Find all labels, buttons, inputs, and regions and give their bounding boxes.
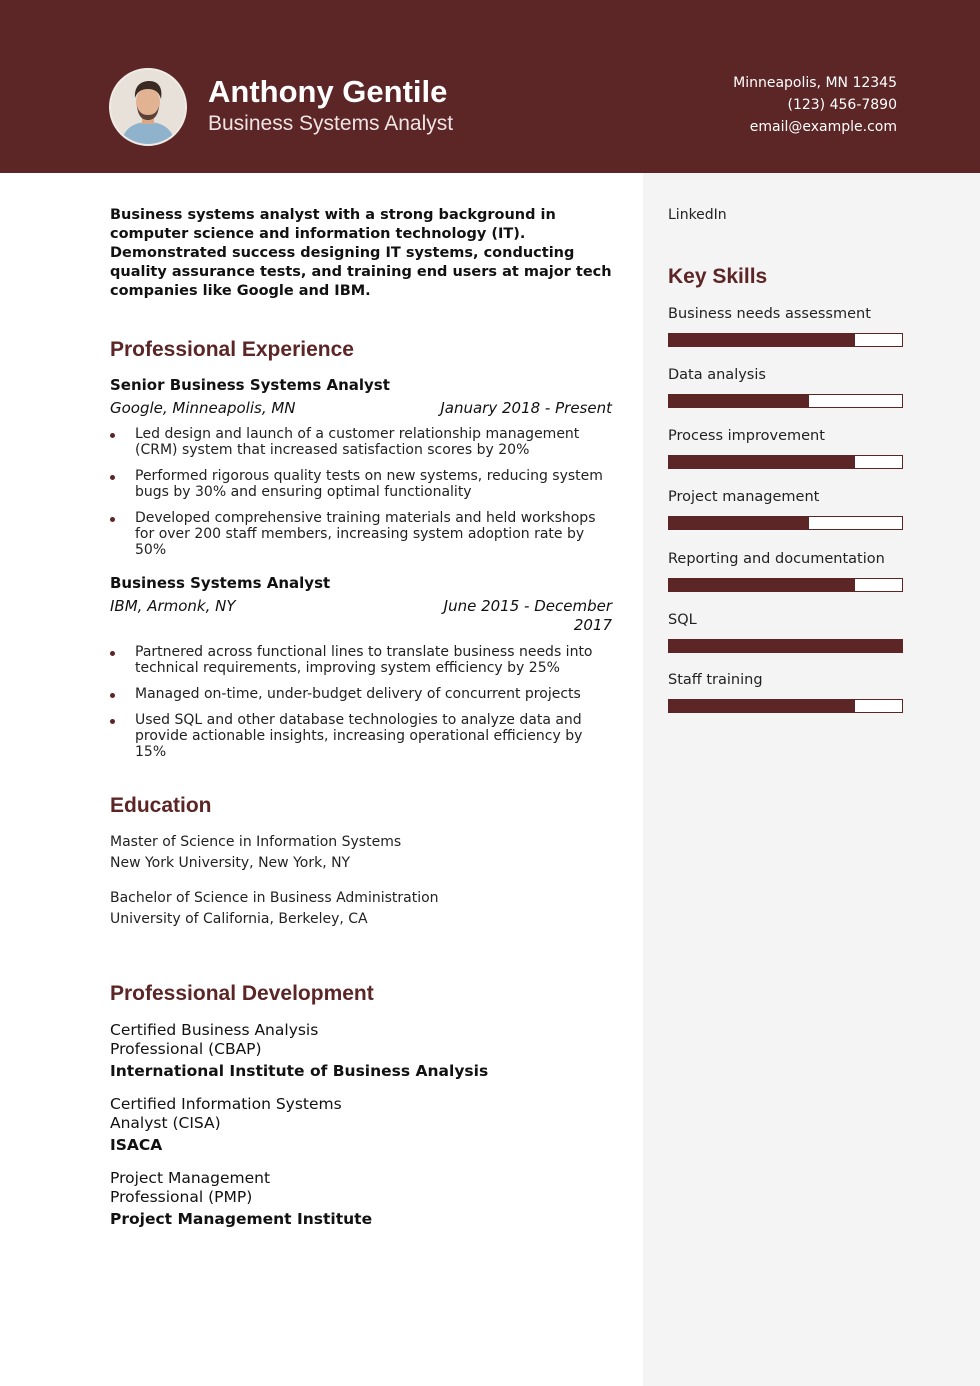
skill-name: SQL	[668, 612, 697, 628]
contact-block	[733, 72, 897, 138]
certification-org: International Institute of Business Analysis	[110, 1062, 489, 1080]
skill-name: Staff training	[668, 672, 763, 688]
contact-location: Minneapolis, MN 12345	[733, 75, 897, 91]
certification-name: Certified Business Analysis Professional (CBAP)	[110, 1021, 319, 1058]
job-company: IBM, Armonk, NY	[110, 597, 236, 615]
job-bullets	[110, 644, 612, 760]
job-title: Senior Business Systems Analyst	[110, 376, 390, 394]
job-meta	[110, 597, 612, 635]
job-meta	[110, 399, 612, 417]
job-title: Business Systems Analyst	[110, 574, 331, 592]
person-icon	[111, 70, 185, 144]
skill-bar	[668, 699, 903, 713]
job-dates: June 2015 - December 2017	[443, 597, 612, 634]
resume-header	[0, 0, 980, 173]
skill-level-fill	[669, 456, 855, 468]
education-degree: Bachelor of Science in Business Administration	[110, 890, 439, 906]
skill-name: Reporting and documentation	[668, 551, 885, 567]
job-dates: January 2018 - Present	[440, 399, 612, 417]
experience-heading: Professional Experience	[110, 338, 354, 361]
job-bullets	[110, 426, 612, 558]
skill-level-fill	[669, 579, 855, 591]
sidebar-panel	[643, 173, 980, 1386]
job-bullet: Managed on-time, under-budget delivery of concurrent projects	[110, 686, 612, 702]
education-degree: Master of Science in Information Systems	[110, 834, 402, 850]
certification-org: Project Management Institute	[110, 1210, 373, 1228]
skill-name: Project management	[668, 489, 820, 505]
candidate-name: Anthony Gentile	[208, 74, 448, 109]
skill-name: Business needs assessment	[668, 306, 871, 322]
job-entry	[110, 574, 612, 760]
job-bullet: Used SQL and other database technologies to analyze data and provide actionable insights, increasing operational efficiency by 15%	[110, 712, 612, 760]
skill-bar	[668, 639, 903, 653]
skill-level-fill	[669, 700, 855, 712]
development-heading: Professional Development	[110, 982, 374, 1005]
education-entry	[110, 888, 612, 930]
skill-item	[668, 612, 903, 653]
skill-level-fill	[669, 640, 902, 652]
skill-level-fill	[669, 334, 855, 346]
skill-bar	[668, 578, 903, 592]
job-bullet: Partnered across functional lines to translate business needs into technical requirements, improving system efficiency by 25%	[110, 644, 612, 676]
job-bullet: Performed rigorous quality tests on new systems, reducing system bugs by 30% and ensuring optimal functionality	[110, 468, 612, 500]
main-column	[110, 206, 612, 1228]
certification-entry	[110, 1095, 612, 1154]
education-school: University of California, Berkeley, CA	[110, 911, 368, 927]
candidate-role: Business Systems Analyst	[208, 112, 454, 135]
skill-item	[668, 551, 903, 592]
skill-item	[668, 367, 903, 408]
skill-name: Data analysis	[668, 367, 766, 383]
summary-text: Business systems analyst with a strong background in computer science and information technology (IT). Demonstrated success designing IT systems, conducting quality assurance tests, and training end users at major tech companies like Google and IBM.	[110, 207, 612, 299]
skill-item	[668, 489, 903, 530]
skill-bar	[668, 455, 903, 469]
skill-item	[668, 306, 903, 347]
skill-bar	[668, 333, 903, 347]
job-bullet: Led design and launch of a customer relationship management (CRM) system that increased satisfaction scores by 20%	[110, 426, 612, 458]
certification-name: Project Management Professional (PMP)	[110, 1169, 271, 1206]
certification-org: ISACA	[110, 1136, 163, 1154]
contact-phone[interactable]: (123) 456-7890	[787, 97, 897, 113]
job-company: Google, Minneapolis, MN	[110, 399, 296, 417]
skill-level-fill	[669, 395, 809, 407]
education-entry	[110, 832, 612, 874]
certification-entry	[110, 1169, 612, 1228]
education-school: New York University, New York, NY	[110, 855, 351, 871]
skill-level-fill	[669, 517, 809, 529]
skill-name: Process improvement	[668, 428, 825, 444]
education-heading: Education	[110, 794, 212, 817]
linkedin-link[interactable]: LinkedIn	[668, 207, 727, 223]
job-bullet: Developed comprehensive training materials and held workshops for over 200 staff members, increasing system adoption rate by 50%	[110, 510, 612, 558]
skill-item	[668, 672, 903, 713]
skill-item	[668, 428, 903, 469]
skill-bar	[668, 516, 903, 530]
contact-email[interactable]: email@example.com	[749, 119, 897, 135]
certification-entry	[110, 1021, 612, 1080]
certification-name: Certified Information Systems Analyst (CISA)	[110, 1095, 342, 1132]
skill-bar	[668, 394, 903, 408]
profile-photo	[109, 68, 187, 146]
job-entry	[110, 376, 612, 558]
skills-heading: Key Skills	[668, 265, 768, 288]
